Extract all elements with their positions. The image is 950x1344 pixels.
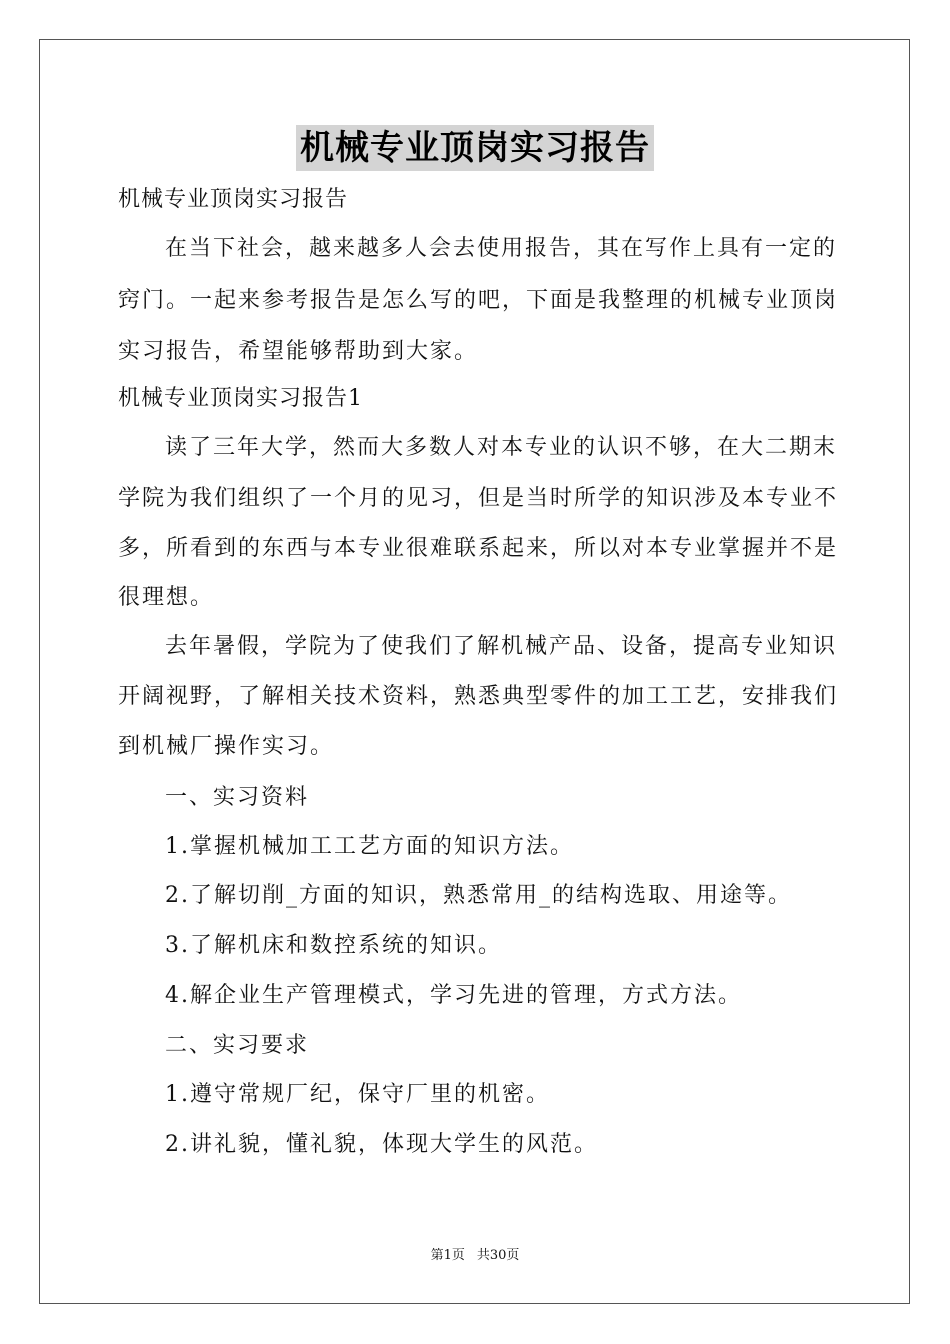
list-item: 3.了解机床和数控系统的知识。 [165,933,502,958]
list-item: 1.掌握机械加工工艺方面的知识方法。 [165,834,574,859]
intro-line: 窍门。一起来参考报告是怎么写的吧，下面是我整理的机械专业顶岗 [118,288,839,313]
list-item: 4.解企业生产管理模式，学习先进的管理，方式方法。 [165,983,742,1008]
page-footer [0,1247,950,1265]
paragraph-line: 读了三年大学，然而大多数人对本专业的认识不够，在大二期末 [165,435,838,460]
list-item: 2.了解切削_方面的知识，熟悉常用_的结构选取、用途等。 [165,883,792,908]
part-heading: 一、实习资料 [165,785,310,810]
intro-line: 实习报告，希望能够帮助到大家。 [118,339,479,364]
intro-line: 在当下社会，越来越多人会去使用报告，其在写作上具有一定的 [165,236,838,261]
page-border [39,39,910,1304]
title-container [0,125,950,171]
list-item: 1.遵守常规厂纪，保守厂里的机密。 [165,1082,550,1107]
paragraph-line: 去年暑假，学院为了使我们了解机械产品、设备，提高专业知识 [165,634,838,659]
paragraph-line: 到机械厂操作实习。 [118,734,335,759]
document-title: 机械专业顶岗实习报告 [296,125,654,171]
page-number: 第1页 [430,1248,465,1263]
part-heading: 二、实习要求 [165,1033,310,1058]
document-subtitle: 机械专业顶岗实习报告 [118,187,349,212]
paragraph-line: 多，所看到的东西与本专业很难联系起来，所以对本专业掌握并不是 [118,536,839,561]
paragraph-line: 学院为我们组织了一个月的见习，但是当时所学的知识涉及本专业不 [118,486,839,511]
page-total: 共30页 [476,1248,520,1263]
section-heading: 机械专业顶岗实习报告1 [118,386,363,411]
list-item: 2.讲礼貌，懂礼貌，体现大学生的风范。 [165,1132,598,1157]
paragraph-line: 很理想。 [118,585,215,610]
paragraph-line: 开阔视野，了解相关技术资料，熟悉典型零件的加工工艺，安排我们 [118,684,839,709]
